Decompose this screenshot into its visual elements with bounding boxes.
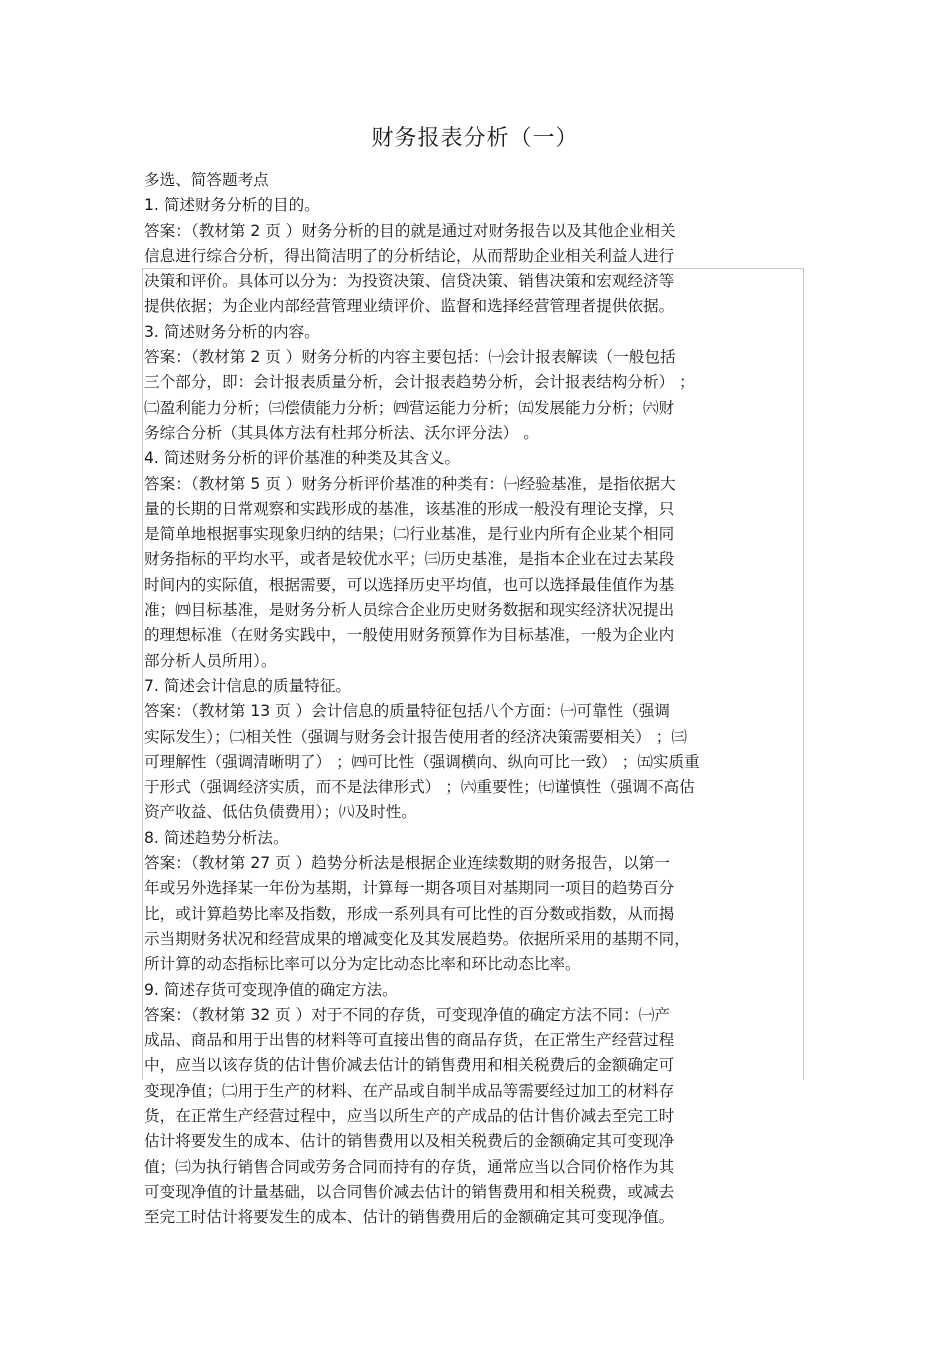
document-body	[144, 168, 814, 1230]
text-line: 答案：（教材第 27 页 ）趋势分析法是根据企业连续数期的财务报告，以第一	[144, 854, 670, 873]
frame-left-line	[142, 268, 143, 1080]
text-line: 提供依据；为企业内部经营管理业绩评价、监督和选择经营管理者提供依据。	[144, 297, 675, 316]
text-line: 答案：（教材第 5 页 ）财务分析评价基准的种类有：㈠经验基准，是指依据大	[144, 474, 676, 493]
text-line: 变现净值；㈡用于生产的材料、在产品或自制半成品等需要经过加工的材料存	[144, 1081, 675, 1100]
text-line: 多选、简答题考点	[144, 171, 269, 189]
text-line: 可变现净值的计量基础，以合同售价减去估计的销售费用和相关税费，或减去	[144, 1182, 675, 1201]
text-line: 3. 简述财务分析的内容。	[144, 322, 320, 341]
text-line: 9. 简述存货可变现净值的确定方法。	[144, 980, 398, 999]
text-line: 货，在正常生产经营过程中，应当以所生产的产成品的估计售价减去至完工时	[144, 1106, 675, 1125]
text-line: 估计将要发生的成本、估计的销售费用以及相关税费后的金额确定其可变现净	[144, 1132, 675, 1151]
text-line: 示当期财务状况和经营成果的增减变化及其发展趋势。依据所采用的基期不同，	[144, 929, 690, 948]
text-line: 部分析人员所用）。	[144, 651, 277, 670]
text-line: 信息进行综合分析，得出简洁明了的分析结论，从而帮助企业相关利益人进行	[144, 246, 675, 265]
text-line: 至完工时估计将要发生的成本、估计的销售费用后的金额确定其可变现净值。	[144, 1208, 675, 1227]
text-line: 4. 简述财务分析的评价基准的种类及其含义。	[144, 449, 461, 468]
text-line: 时间内的实际值，根据需要，可以选择历史平均值，也可以选择最佳值作为基	[144, 575, 675, 594]
text-line: 准；㈣目标基准，是财务分析人员综合企业历史财务数据和现实经济状况提出	[144, 601, 675, 620]
text-line: 中，应当以该存货的估计售价减去估计的销售费用和相关税费后的金额确定可	[144, 1056, 675, 1075]
text-line: 7. 简述会计信息的质量特征。	[144, 676, 351, 695]
text-line: 实际发生）；㈡相关性（强调与财务会计报告使用者的经济决策需要相关） ；㈢	[144, 727, 687, 746]
text-line: 财务指标的平均水平，或者是较优水平；㈢历史基准，是指本企业在过去某段	[144, 550, 675, 569]
text-line: 的理想标准（在财务实践中，一般使用财务预算作为目标基准，一般为企业内	[144, 626, 675, 645]
text-line: 于形式（强调经济实质，而不是法律形式） ；㈥重要性；㈦谨慎性（强调不高估	[144, 778, 695, 797]
text-line: 资产收益、低估负债费用）；㈧及时性。	[144, 803, 417, 822]
text-line: ㈡盈利能力分析；㈢偿债能力分析；㈣营运能力分析；㈤发展能力分析；㈥财	[144, 398, 675, 417]
text-line: 值；㈢为执行销售合同或劳务合同而持有的存货，通常应当以合同价格作为其	[144, 1157, 675, 1176]
text-line: 答案：（教材第 32 页 ）对于不同的存货，可变现净值的确定方法不同：㈠产	[144, 1005, 670, 1024]
text-line: 量的长期的日常观察和实践形成的基准，该基准的形成一般没有理论支撑，只	[144, 499, 675, 518]
text-line: 答案：（教材第 2 页 ）财务分析的目的就是通过对财务报告以及其他企业相关	[144, 221, 676, 240]
text-line: 8. 简述趋势分析法。	[144, 828, 289, 847]
text-line: 比，或计算趋势比率及指数，形成一系列具有可比性的百分数或指数，从而揭	[144, 904, 675, 923]
document-title: 财务报表分析（一）	[371, 126, 579, 151]
text-line: 可理解性（强调清晰明了） ；㈣可比性（强调横向、纵向可比一致） ；㈤实质重	[144, 752, 700, 771]
text-line: 答案：（教材第 2 页 ）财务分析的内容主要包括：㈠会计报表解读（一般包括	[144, 348, 676, 367]
text-line: 答案：（教材第 13 页 ）会计信息的质量特征包括八个方面：㈠可靠性（强调	[144, 702, 670, 721]
text-line: 三个部分，即：会计报表质量分析，会计报表趋势分析，会计报表结构分析） ；	[144, 373, 695, 392]
text-line: 1. 简述财务分析的目的。	[144, 196, 320, 215]
text-line: 年或另外选择某一年份为基期，计算每一期各项目对基期同一项目的趋势百分	[144, 879, 675, 898]
text-line: 是简单地根据事实现象归纳的结果；㈡行业基准，是行业内所有企业某个相同	[144, 525, 675, 544]
text-line: 成品、商品和用于出售的材料等可直接出售的商品存货，在正常生产经营过程	[144, 1031, 675, 1050]
text-line: 务综合分析（其具体方法有杜邦分析法、沃尔评分法） 。	[144, 423, 539, 442]
text-line: 所计算的动态指标比率可以分为定比动态比率和环比动态比率。	[144, 955, 581, 974]
text-line: 决策和评价。具体可以分为：为投资决策、信贷决策、销售决策和宏观经济等	[144, 272, 675, 291]
